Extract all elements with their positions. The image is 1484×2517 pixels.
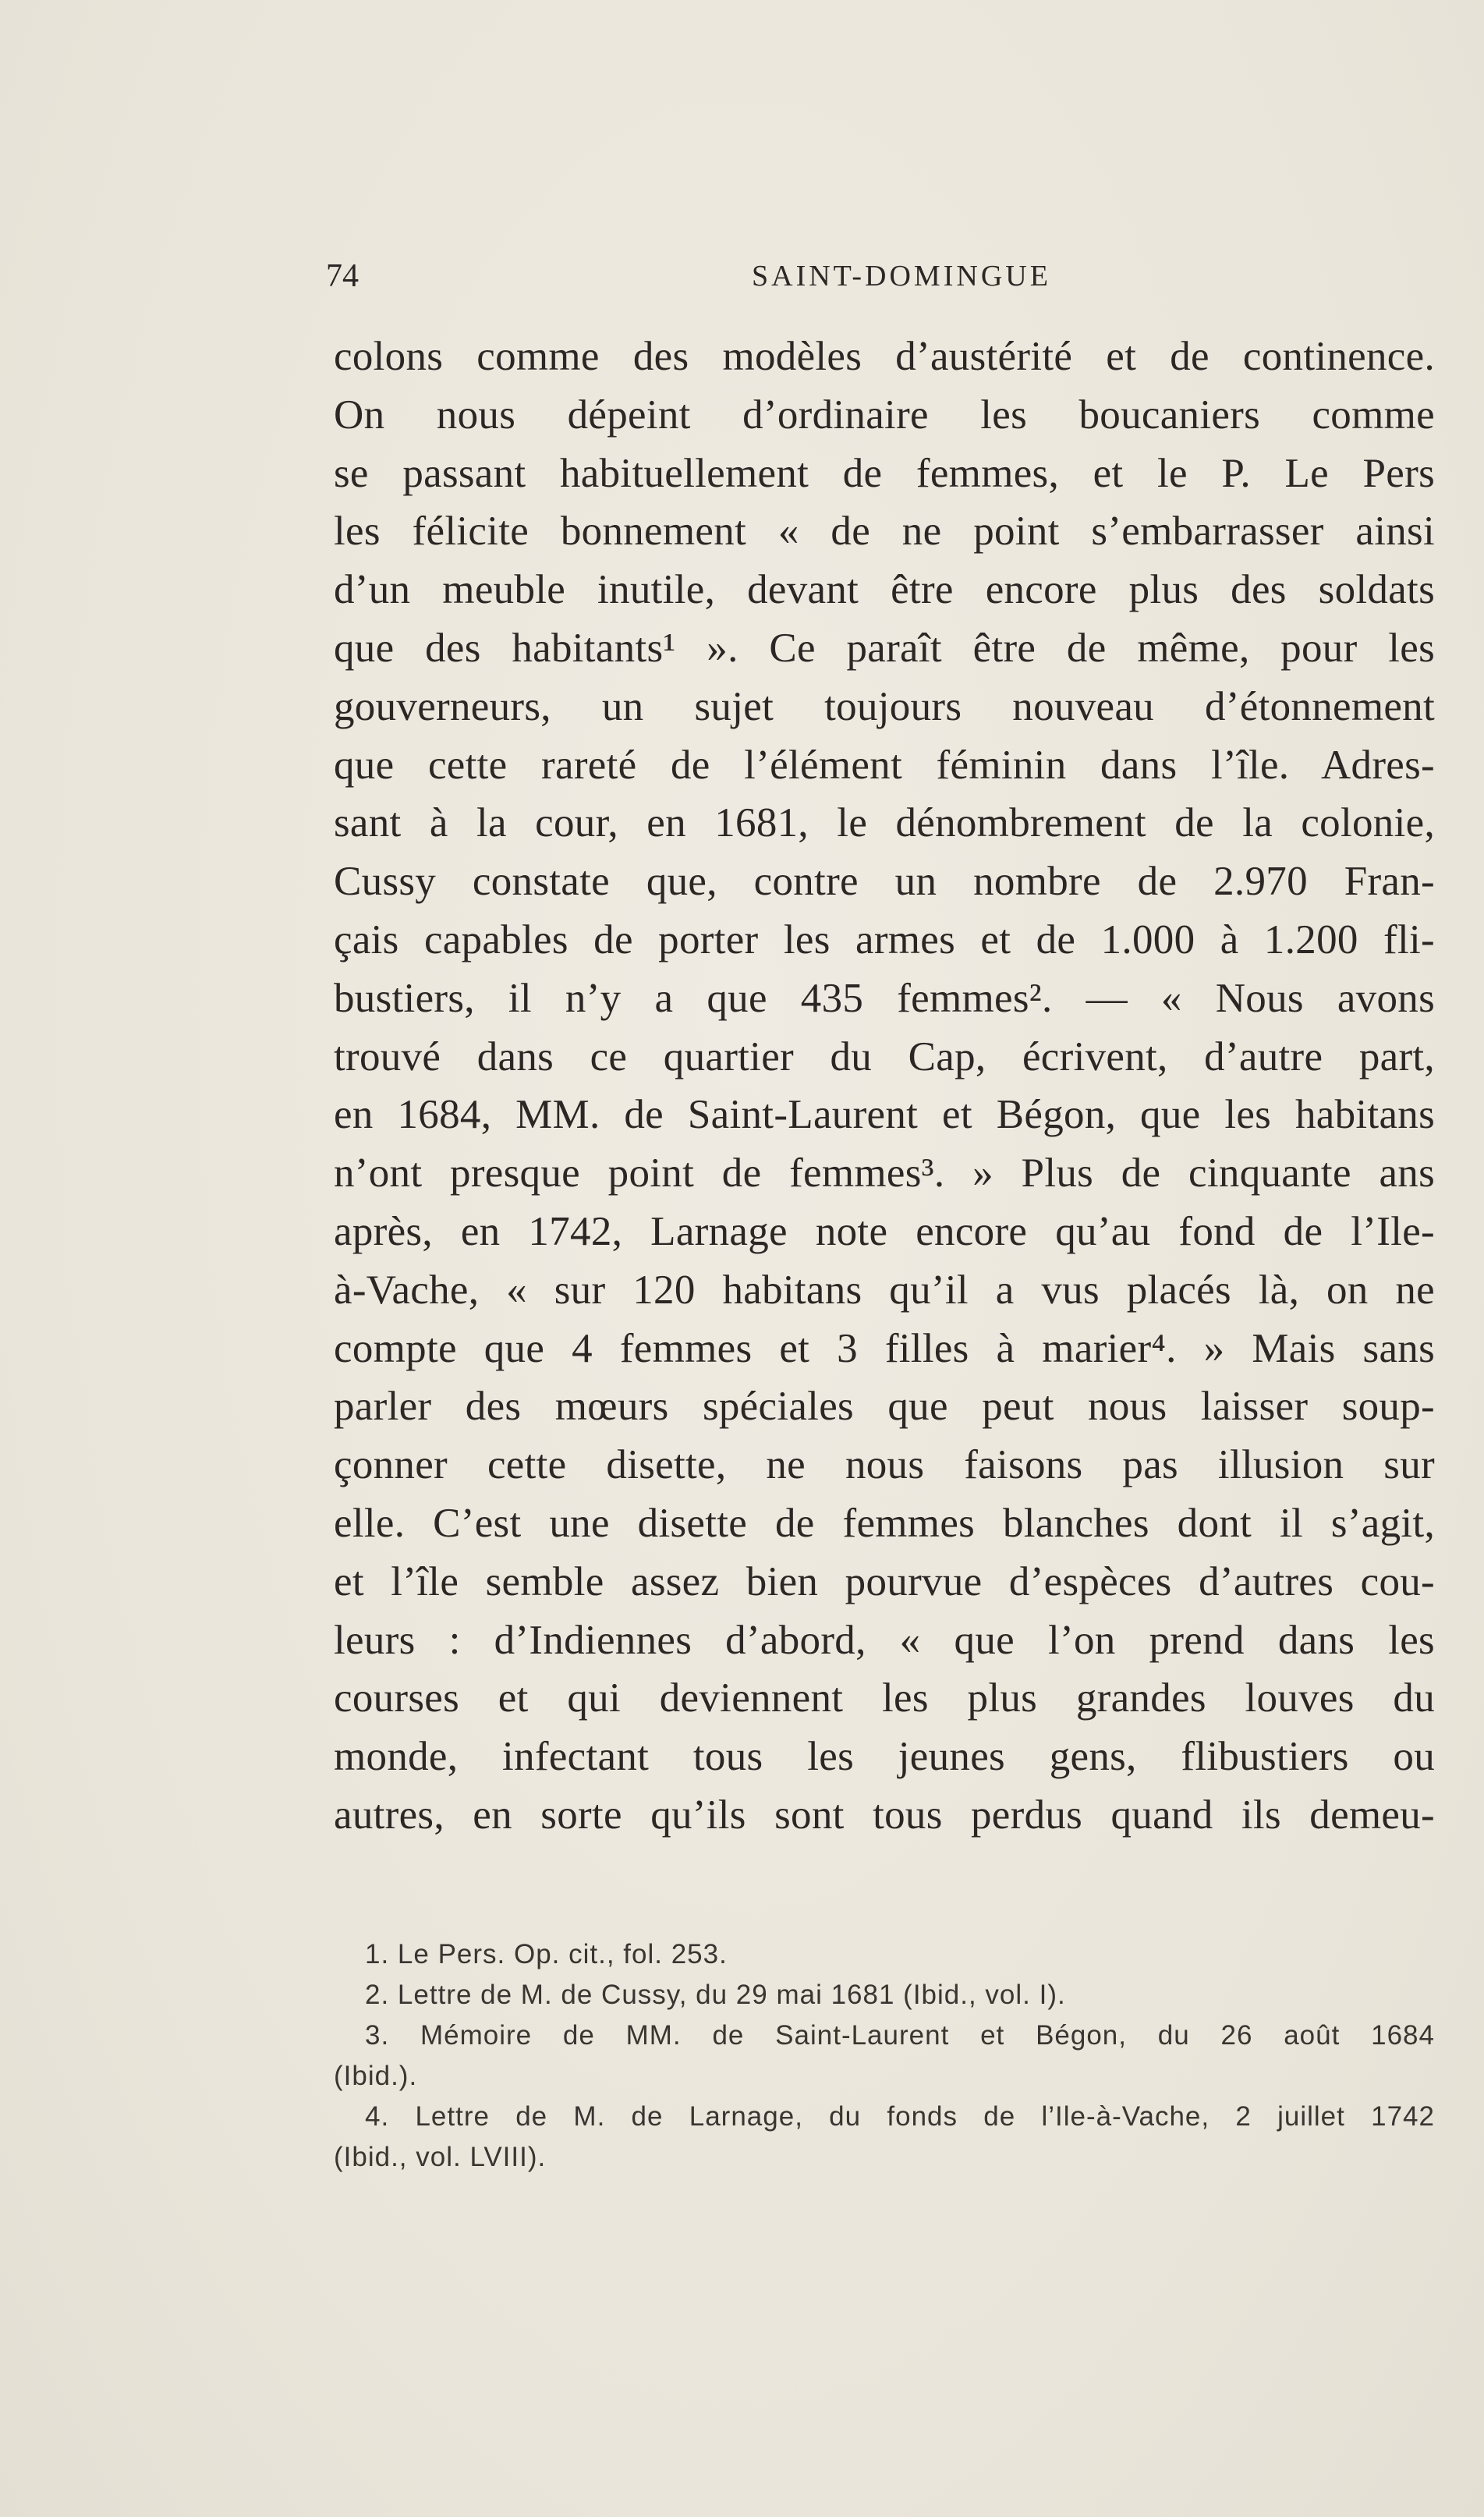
footnote-3-continued: (Ibid.).: [334, 2061, 418, 2091]
text-line: parler des mœurs spéciales que peut nous laisser soup-: [334, 1384, 1435, 1430]
text-line: n’ont presque point de femmes³. » Plus de cinquante ans: [334, 1150, 1435, 1196]
text-line: monde, infectant tous les jeunes gens, flibustiers ou: [334, 1734, 1435, 1780]
text-line: leurs : d’Indiennes d’abord, « que l’on prend dans les: [334, 1617, 1435, 1663]
footnote-4-continued: (Ibid., vol. LVIII).: [334, 2142, 547, 2172]
text-line: en 1684, MM. de Saint-Laurent et Bégon, que les habitans: [334, 1092, 1435, 1138]
text-line: après, en 1742, Larnage note encore qu’au fond de l’Ile-: [334, 1208, 1435, 1254]
text-line: se passant habituellement de femmes, et le P. Le Pers: [334, 450, 1435, 496]
running-head: SAINT-DOMINGUE: [752, 260, 1051, 292]
page-number: 74: [326, 258, 359, 294]
text-line: compte que 4 femmes et 3 filles à marier⁴. » Mais sans: [334, 1325, 1435, 1371]
footnote-3: 3. Mémoire de MM. de Saint-Laurent et Bégon, du 26 août 1684: [365, 2020, 1435, 2051]
text-line: que cette rareté de l’élément féminin dans l’île. Adres-: [334, 742, 1435, 788]
text-line: colons comme des modèles d’austérité et de continence.: [334, 334, 1435, 379]
text-line: On nous dépeint d’ordinaire les boucaniers comme: [334, 392, 1435, 438]
body-text: [334, 328, 1435, 1845]
text-line: sant à la cour, en 1681, le dénombrement de la colonie,: [334, 800, 1435, 846]
text-line: autres, en sorte qu’ils sont tous perdus quand ils demeu-: [334, 1792, 1435, 1838]
text-line: trouvé dans ce quartier du Cap, écrivent, d’autre part,: [334, 1033, 1435, 1079]
page-header: [326, 257, 1441, 295]
footnote-1: 1. Le Pers. Op. cit., fol. 253.: [365, 1939, 728, 1969]
text-line: çais capables de porter les armes et de 1.000 à 1.200 fli-: [334, 916, 1435, 962]
text-line: et l’île semble assez bien pourvue d’espèces d’autres cou-: [334, 1558, 1435, 1604]
footnote-2: 2. Lettre de M. de Cussy, du 29 mai 1681 (Ibid., vol. I).: [365, 1980, 1066, 2010]
text-line: elle. C’est une disette de femmes blanches dont il s’agit,: [334, 1500, 1435, 1546]
footnote-4: 4. Lettre de M. de Larnage, du fonds de l’Ile-à-Vache, 2 juillet 1742: [365, 2101, 1435, 2132]
text-line: bustiers, il n’y a que 435 femmes². — « Nous avons: [334, 975, 1435, 1021]
text-line: gouverneurs, un sujet toujours nouveau d’étonnement: [334, 683, 1435, 729]
text-line: à-Vache, « sur 120 habitans qu’il a vus placés là, on ne: [334, 1267, 1435, 1313]
text-line: Cussy constate que, contre un nombre de 2.970 Fran-: [334, 859, 1435, 905]
text-line: les félicite bonnement « de ne point s’embarrasser ainsi: [334, 509, 1435, 555]
text-line: çonner cette disette, ne nous faisons pas illusion sur: [334, 1442, 1435, 1488]
footnotes: [334, 1934, 1435, 2178]
text-line: d’un meuble inutile, devant être encore plus des soldats: [334, 567, 1435, 613]
text-line: que des habitants¹ ». Ce paraît être de même, pour les: [334, 625, 1435, 671]
text-line: courses et qui deviennent les plus grandes louves du: [334, 1675, 1435, 1721]
